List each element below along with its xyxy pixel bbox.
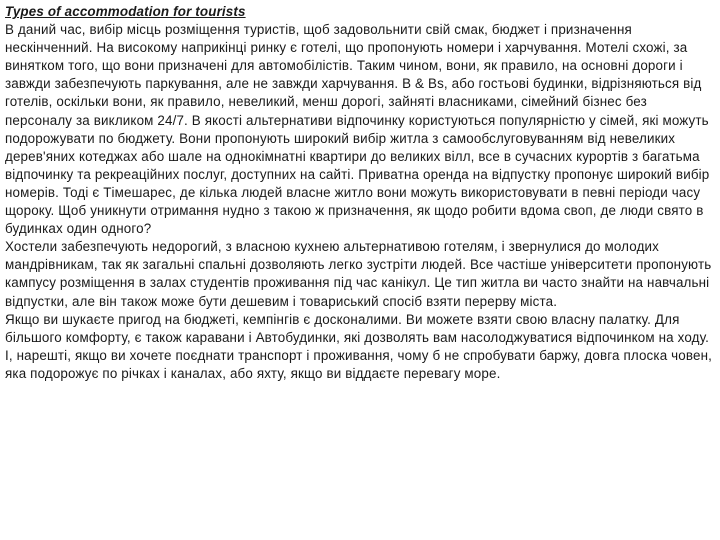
document-page: [5, 3, 713, 383]
document-title: Types of accommodation for tourists: [5, 4, 246, 19]
paragraph-hostels: Хостели забезпечують недорогий, з власною кухнею альтернативою готелям, і звернулися до молодих мандрівникам, так як загальні спальні дозволяють легко зустріти людей. Все частіше університети пропонують кампусу розміщення в залах студентів проживання під час канікул. Це тип житла ви часто знайти на навчальні відпустки, але він також може бути дешевим і товариський спосіб взяти перерву міста.: [5, 239, 712, 309]
paragraph-camping: Якщо ви шукаєте пригод на бюджеті, кемпінгів є досконалими. Ви можете взяти свою власну палатку. Для більшого комфорту, є також каравани і Автобудинки, які дозволять вам насолоджуватися відпочинком на ходу. І, нарешті, якщо ви хочете поєднати транспорт і проживання, чому б не спробувати баржу, довга плоска човен, яка подорожує по річках і каналах, або яхту, якщо ви віддаєте перевагу море.: [5, 311, 713, 381]
paragraph-overview: В даний час, вибір місць розміщення туристів, щоб задовольнити свій смак, бюджет і призначення нескінченний. На високому наприкінці ринку є готелі, що пропонують номери і харчування. Мотелі схожі, за винятком того, що вони призначені для автомобілістів. Таким чином, вони, як правило, на основні дороги і завжди забезпечують паркування, але не завжди харчування. B & Bs, або гостьові будинки, відрізняються від готелів, оскільки вони, як правило, невеликий, менш дорогі, зайняті власниками, сімейний бізнес без персоналу за викликом 24/7. В якості альтернативи відпочинку користуються популярністю у сімей, які можуть подорожувати по бюджету. Вони пропонують широкий вибір житла з самообслуговуванням від невеликих дерев'яних котеджах або шале на однокімнатні квартири до великих вілл, все в сучасних курортів з багатьма відпочинку та рекреаційних послуг, доступних на сайті. Приватна оренда на відпустку пропонує широкий вибір номерів. Тоді є Тімешарес, де кілька людей власне житло вони можуть використовувати в певні періоди часу щороку. Щоб уникнути отримання нудно з такою ж призначення, як щодо робити вдома своп, де люди свято в будинках один одного?: [5, 22, 710, 237]
